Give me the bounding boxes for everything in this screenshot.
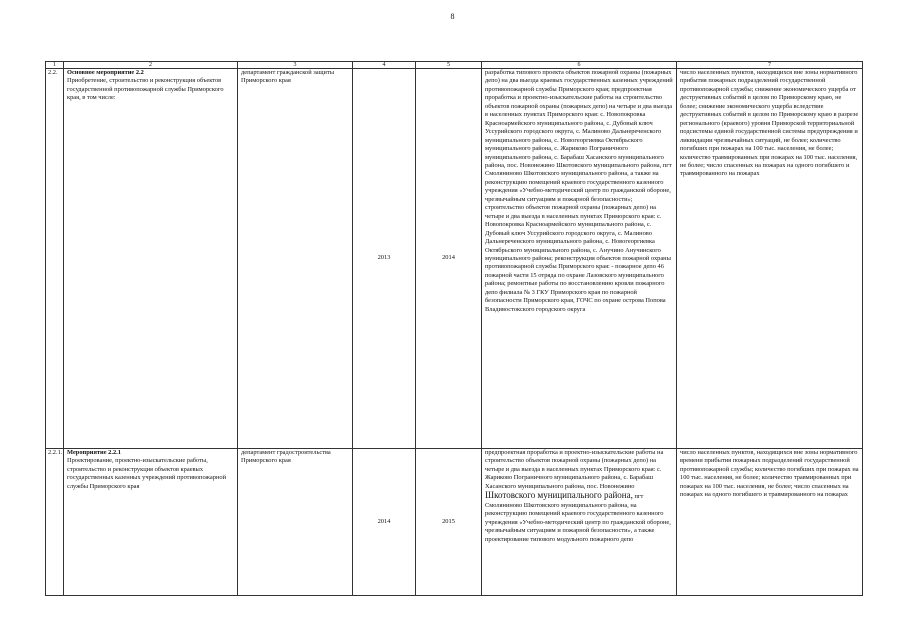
end-year-cell: 2014 bbox=[416, 69, 482, 449]
column-number: 7 bbox=[677, 62, 863, 69]
measure-title: Мероприятие 2.2.1 bbox=[67, 449, 121, 456]
column-number: 5 bbox=[416, 62, 482, 69]
row-number: 2.2. bbox=[46, 69, 64, 449]
measure-description: Приобретение, строительство и реконструкция объектов государственной противопожарной службы Приморского края, в том числе: bbox=[67, 77, 224, 102]
result-cell: разработка типового проекта объектов пожарной охраны (пожарных депо) на два выезда краевых государственных казенных учреждений противопожарной службы Приморского края; предпроектная проработка и проектно-изыскательские работы на строительство объектов пожарной охраны (пожарных депо) на четыре и два выезда в населенных пунктах Приморского края: с. Новопокровка Красноармейского муниципального района, с. Дубовый ключ Уссурийского городского округа, с. Малиново Дальнереченского муниципального района, с. Новогеоргиевка Октябрьского муниципального района, с. Жариково Пограничного муниципального района, с. Барабаш Хасанского муниципального района, пос. Новонежино Шкотовского муниципального района, пгт Смоляниново Шкотовского муниципального района, а также на реконструкцию помещений краевого государственного казенного учреждения «Учебно-методический центр по гражданской обороне, чрезвычайным ситуациям и пожарной безопасности»; строительство объектов пожарной охраны (пожарных депо) на четыре и два выезда в населенных пунктах Приморского края: с. Новопокровка Красноармейского муниципального района, с. Дубовый ключ Уссурийского городского округа, с. Малиново Дальнереченского муниципального района, с. Новогеоргиевка Октябрьского муниципального района, с. Анучино Анучинского муниципального района; реконструкция объектов пожарной охраны противопожарной службы Приморского края: - пожарное депо 46 пожарной части 15 отряда по охране Лазовского муниципального района; ремонтные работы по восстановлению кровли пожарного депо филиала № 3 ГКУ Приморского края по пожарной безопасности Приморского края, ГОЧС по охране острова Попова Владивостокского городского округа bbox=[482, 69, 677, 449]
column-number: 6 bbox=[482, 62, 677, 69]
column-number: 2 bbox=[64, 62, 238, 69]
column-numbers-row bbox=[46, 62, 863, 69]
start-year-cell: 2014 bbox=[353, 449, 416, 596]
indicators-cell: число населенных пунктов, находящихся вне зоны нормативного времени прибытия пожарных подразделений государственной противопожарной службы; количество погибших при пожарах на 100 тыс. населения, не более; количество травмированных при пожарах на 100 тыс. населения, не более; число спасенных на пожарах на одного погибшего и травмированного на пожарах bbox=[677, 449, 863, 596]
end-year-cell: 2015 bbox=[416, 449, 482, 596]
measure-title: Основное мероприятие 2.2 bbox=[67, 69, 144, 76]
measure-cell bbox=[64, 449, 238, 596]
table-row bbox=[46, 69, 863, 449]
executor-cell: департамент градостроительства Приморского края bbox=[238, 449, 353, 596]
row-number: 2.2.1. bbox=[46, 449, 64, 596]
page-number: 8 bbox=[450, 12, 455, 21]
result-text-part1: предпроектная проработка и проектно-изыскательские работы на строительство объектов пожарной охраны (пожарных депо) на четыре и два выезда в населенных пунктах Приморского края: с. Жариково Пограничного муниципального района, с. Барабаш Хасанского муниципального района, пос. Новонежино bbox=[485, 449, 664, 490]
result-cell bbox=[482, 449, 677, 596]
start-year-cell: 2013 bbox=[353, 69, 416, 449]
table-row bbox=[46, 449, 863, 596]
program-table bbox=[45, 61, 863, 596]
column-number: 4 bbox=[353, 62, 416, 69]
column-number: 1 bbox=[46, 62, 64, 69]
column-number: 3 bbox=[238, 62, 353, 69]
measure-cell bbox=[64, 69, 238, 449]
measure-description: Проектирование, проектно-изыскательские работы, строительство и реконструкция объектов краевых государственных казенных учреждений противопожарной службы Приморского края bbox=[67, 457, 226, 490]
result-text-part2: пгт Смоляниново Шкотовского муниципального района, на реконструкцию помещений краевого государственного казенного учреждения «Учебно-методический центр по гражданской обороне, чрезвычайным ситуациям и пожарной безопасности», а также проектирование типового модульного пожарного депо bbox=[485, 493, 671, 543]
indicators-cell: число населенных пунктов, находящихся вне зоны нормативного прибытия пожарных подразделений государственной противопожарной службы; снижение экономического ущерба от деструктивных событий в целом по Приморскому краю, не более; снижение экономического ущерба вследствие деструктивных событий в целом по Приморскому краю в разрезе регионального (краевого) уровня Приморской территориальной подсистемы единой государственной системы предупреждения и ликвидации чрезвычайных ситуаций, не более; количество погибших при пожарах на 100 тыс. населения, не более; количество травмированных при пожарах на 100 тыс. населения, не более; число спасенных на пожарах на одного погибшего и травмированного на пожарах bbox=[677, 69, 863, 449]
executor-cell: департамент гражданской защиты Приморского края bbox=[238, 69, 353, 449]
result-text-large: Шкотовского муниципального района, bbox=[485, 490, 633, 501]
